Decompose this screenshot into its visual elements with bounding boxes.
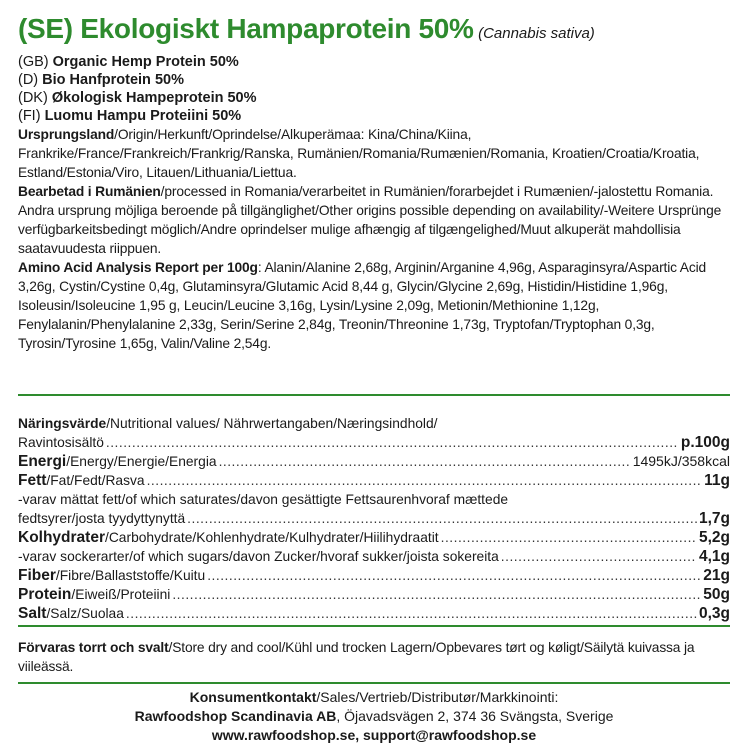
nutrition-row-fiber (18, 566, 730, 585)
row-label-rest: /Salz/Suolaa (46, 606, 124, 621)
nutrition-row-salt (18, 604, 730, 623)
nutrition-table (18, 414, 730, 623)
lang-code: (DK) (18, 90, 48, 106)
nutrition-row-saturates-line1 (18, 490, 730, 509)
lang-code: (GB) (18, 54, 49, 70)
processed-label: Bearbetad i Rumänien (18, 184, 161, 199)
lang-dk (18, 89, 730, 107)
leader-dots (147, 471, 703, 490)
nutrition-row-carbs (18, 528, 730, 547)
storage-paragraph (18, 638, 730, 676)
lang-name: Økologisk Hampeprotein 50% (51, 90, 257, 106)
origin-text: /Origin/Herkunft/Oprindelse/Alkuperämaa: Kina/China/Kiina, Frankrike/France/Frankreich/Frankrig/Ranska, Rumänien/Romania/Rumænien/Romania, Kroatien/Croatia/Kroatia, Estland/Estonia/Viro, Litauen/Lithuania/Liettua. (18, 127, 700, 180)
per-100g: p.100g (680, 434, 730, 451)
row-value: 1495kJ/358kcal (632, 453, 730, 469)
contact-block (18, 688, 730, 745)
storage-text: /Store dry and cool/Kühl und trocken Lagern/Opbevares tørt og køligt/Säilytä kuivassa ja viileässä. (18, 640, 695, 674)
row-label-bold: Salt (18, 605, 47, 622)
nutrition-header-rest: /Nutritional values/ Nährwertangaben/Næringsindhold/ (106, 416, 438, 431)
row-label-rest: /Eiweiß/Proteiini (71, 587, 171, 602)
row-value: 0,3g (698, 605, 730, 622)
row-label-bold: Energi (18, 453, 67, 470)
leader-dots (441, 528, 697, 547)
nutrition-row-protein (18, 585, 730, 604)
leader-dots (106, 433, 679, 452)
product-label (18, 10, 730, 743)
divider-middle (18, 625, 730, 627)
row-value: 5,2g (698, 529, 730, 546)
nutrition-row-saturates (18, 509, 730, 528)
lang-name: Bio Hanfprotein 50% (42, 72, 184, 88)
amino-text: : Alanin/Alanine 2,68g, Arginin/Arganine 4,96g, Asparaginsyra/Aspartic Acid 3,26g, Cystin/Cystine 0,4g, Glutaminsyra/Glutamic Acid 8,44 g, Glycin/Glycine 2,69g, Histidin/Histidine 1,96g, Isoleusin/Isoleucine 1,95 g, Leucin/Leucine 3,16g, Lysin/Lysine 2,09g, Metionin/Methionine 1,12g, Fenylalanin/Phenylalanine 2,33g, Serin/Serine 2,84g, Treonin/Threonine 1,73g, Tryptofan/Tryptophan 0,3g, Tyrosin/Tyrosine 1,65g, Valin/Valine 2,54g. (18, 260, 707, 351)
row-label: -varav mättat fett/of which saturates/davon gesättigte Fettsaurenhvoraf mættede (18, 492, 509, 507)
row-value: 4,1g (698, 548, 730, 565)
row-label (18, 528, 439, 547)
origin-label: Ursprungsland (18, 127, 115, 142)
nutrition-header-line2-label: Ravintosisältö (18, 435, 104, 450)
row-label-bold: Kolhydrater (18, 529, 105, 546)
storage-label: Förvaras torrt och svalt (18, 640, 169, 655)
row-label: fedtsyrer/josta tyydyttynyttä (18, 511, 186, 526)
leader-dots (172, 585, 701, 604)
row-label (18, 452, 217, 471)
contact-line1 (18, 688, 730, 707)
website-email[interactable]: www.rawfoodshop.se, support@rawfoodshop.se (211, 727, 537, 743)
leader-dots (219, 452, 631, 471)
nutrition-row-sugars (18, 547, 730, 566)
divider-bottom (18, 682, 730, 684)
contact-line2 (18, 707, 730, 726)
leader-dots (187, 509, 697, 528)
nutrition-header (18, 414, 730, 433)
row-label: -varav sockerarter/of which sugars/davon Zucker/hvoraf sukker/joista sokereita (18, 549, 499, 564)
contact-label: Konsumentkontakt (189, 689, 317, 705)
lang-name: Organic Hemp Protein 50% (52, 54, 239, 70)
processed-paragraph (18, 182, 730, 201)
row-label-rest: /Fibre/Ballaststoffe/Kuitu (55, 568, 206, 583)
amino-paragraph (18, 258, 730, 353)
row-label-bold: Protein (18, 586, 72, 603)
row-value: 11g (704, 472, 730, 489)
row-label (18, 604, 124, 623)
row-label-rest: /Energy/Energie/Energia (66, 454, 217, 469)
lang-gb (18, 53, 730, 71)
contact-line3 (18, 726, 730, 745)
row-label (18, 471, 145, 490)
lang-name: Luomu Hampu Proteiini 50% (44, 108, 242, 124)
product-title: (SE) Ekologiskt Hampaprotein 50% (18, 13, 474, 44)
nutrition-header-bold: Näringsvärde (18, 416, 107, 431)
divider-top (18, 394, 730, 396)
origin-paragraph (18, 125, 730, 182)
amino-label: Amino Acid Analysis Report per 100g (18, 260, 258, 275)
row-label (18, 585, 170, 604)
row-label-bold: Fiber (18, 567, 56, 584)
nutrition-row-energy (18, 452, 730, 471)
lang-code: (FI) (18, 108, 41, 124)
row-label (18, 566, 205, 585)
other-origins-paragraph: Andra ursprung möjliga beroende på tillgänglighet/Other origins possible depending on availability/-Weitere Ursprünge verfügbarkeitsbedingt möglich/Andre oprindelser mulige afhængig af tilgængelighed/Muut alkuperät mahdollisia saatavuudesta riippuen. (18, 203, 722, 256)
row-label-bold: Fett (18, 472, 47, 489)
company-address: , Öjavadsvägen 2, 374 36 Svängsta, Sverige (336, 708, 614, 724)
nutrition-header-line2 (18, 433, 730, 452)
lang-fi (18, 107, 730, 125)
row-value: 50g (703, 586, 730, 603)
row-value: 1,7g (698, 510, 730, 527)
row-label-rest: /Carbohydrate/Kohlenhydrate/Kulhydrater/Hiilihydraatit (105, 530, 439, 545)
nutrition-row-fat (18, 471, 730, 490)
latin-name: (Cannabis sativa) (478, 25, 595, 42)
company-name: Rawfoodshop Scandinavia AB (134, 708, 337, 724)
contact-label-rest: /Sales/Vertrieb/Distributør/Markkinointi: (316, 689, 559, 705)
processed-text: /processed in Romania/verarbeitet in Rumänien/forarbejdet i Rumænien/-jalostettu Romania. (160, 184, 714, 199)
leader-dots (207, 566, 701, 585)
language-names (18, 53, 730, 125)
leader-dots (501, 547, 697, 566)
leader-dots (126, 604, 697, 623)
lang-d (18, 71, 730, 89)
row-value: 21g (703, 567, 730, 584)
row-label-rest: /Fat/Fedt/Rasva (46, 473, 145, 488)
nutrition-header-label (18, 414, 438, 433)
lang-code: (D) (18, 72, 39, 88)
title-row (18, 10, 730, 53)
